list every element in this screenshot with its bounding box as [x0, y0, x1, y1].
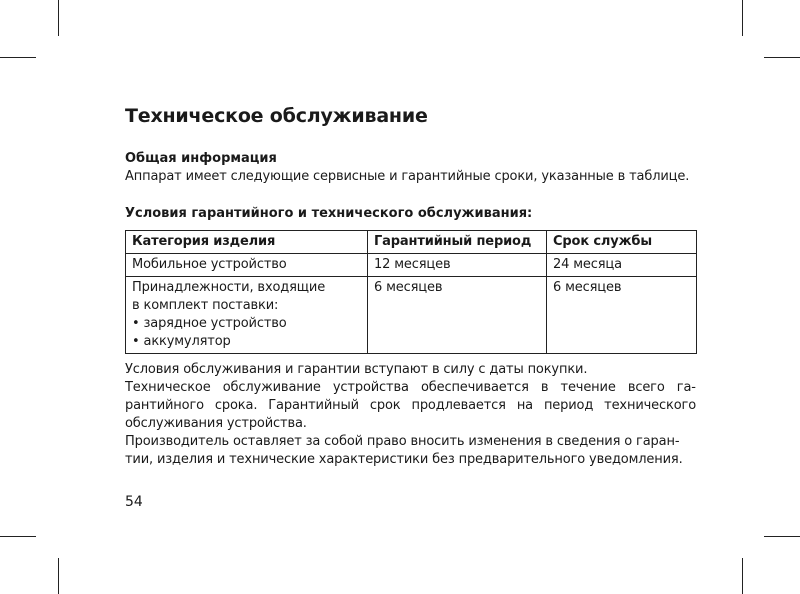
category-line: Мобильное устройство: [132, 257, 287, 272]
warranty-cell: 12 месяцев: [368, 254, 547, 277]
table-header-row: [126, 231, 697, 254]
crop-mark-bottom-right-vertical: [742, 558, 743, 594]
note-effective-date: Условия обслуживания и гарантии вступают в силу с даты покупки.: [125, 362, 588, 377]
crop-mark-bottom-left-vertical: [58, 558, 59, 594]
category-cell: [126, 277, 368, 354]
crop-mark-top-left-vertical: [58, 0, 59, 36]
table-row: [126, 254, 697, 277]
general-info-text: Аппарат имеет следующие сервисные и гарантийные сроки, указанные в таблице.: [125, 169, 690, 184]
page-number: 54: [125, 494, 143, 510]
crop-mark-bottom-right-horizontal: [764, 536, 800, 537]
category-line: в комплект поставки:: [132, 298, 279, 313]
crop-mark-bottom-left-horizontal: [0, 536, 36, 537]
warranty-cell: 6 месяцев: [368, 277, 547, 354]
general-info-heading: Общая информация: [125, 151, 277, 166]
table-row: [126, 277, 697, 354]
category-line: Принадлежности, входящие: [132, 280, 326, 295]
column-header-category: Категория изделия: [126, 231, 368, 254]
document-page: [125, 100, 696, 469]
note-maintenance: Техническое обслуживание устройства обеспечивается в течение всего гарантийного срока. Гарантийный срок продлевается на период технического обслуживания устройства.: [125, 380, 696, 431]
column-header-service-life: Срок службы: [547, 231, 697, 254]
page-title: Техническое обслуживание: [125, 105, 428, 127]
service-life-cell: 24 месяца: [547, 254, 697, 277]
category-bullet-battery: • аккумулятор: [132, 334, 231, 349]
column-header-warranty: Гарантийный период: [368, 231, 547, 254]
notes-block: [125, 361, 696, 469]
category-cell: [126, 254, 368, 277]
conditions-heading: Условия гарантийного и технического обслуживания:: [125, 206, 533, 221]
crop-mark-top-right-vertical: [742, 0, 743, 36]
crop-mark-top-right-horizontal: [764, 57, 800, 58]
warranty-table: [125, 230, 697, 354]
service-life-cell: 6 месяцев: [547, 277, 697, 354]
category-bullet-charger: • зарядное устройство: [132, 316, 287, 331]
note-manufacturer-rights: Производитель оставляет за собой право вносить изменения в сведения о гарантии, изделия и технические характеристики без предварительного уведомления.: [125, 434, 683, 467]
crop-mark-top-left-horizontal: [0, 57, 36, 58]
